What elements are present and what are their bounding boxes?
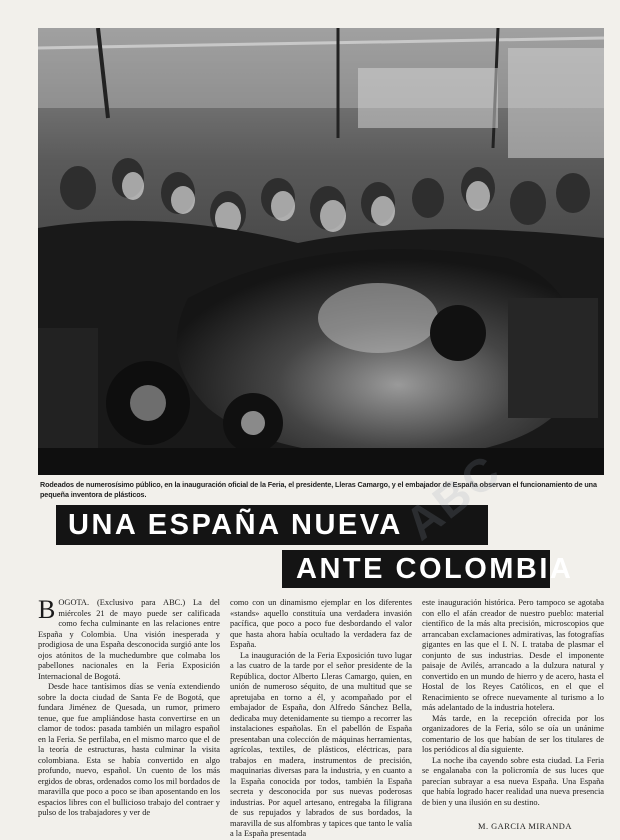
photo-icon: [38, 28, 604, 475]
paragraph: La noche iba cayendo sobre esta ciudad. La Feria se engalanaba con la policromía de sus luces que parecían subrayar a esa nueva España. Una España que había logrado hacer realidad una nueva presencia de bien y una ilusión en su destino.: [422, 755, 604, 807]
article-column-2: [230, 598, 412, 840]
article-column-1: [38, 595, 220, 819]
paragraph: La inauguración de la Feria Exposición tuvo lugar a las cuatro de la tarde por el señor presidente de la República, doctor Alberto Lleras Camargo, quien, en unión de numeroso séquito, de una multitud que se apretujaba en torno a él, y acompañado por el embajador de España, don Alfredo Sánchez Bella, dedicaba muy detenidamente su tiempo a recorrer las instalaciones españolas. En el pabellón de España presentaban una colección de máquinas herramientas, agrícolas, textiles, de plásticos, eléctricas, para trabajos en madera, instrumentos de precisión, maquinarias diversas para la industria, y en cuanto a la España conocida por todos, también la España secreta y desconocida por sus nuevas poderosas industrias. Por aquel artesano, entregaba la filigrana de sus repujados y labrados de sus bordados, la maravilla de sus alfombras y tapices que tanto le valía a la España presentada: [230, 650, 412, 838]
drop-cap: B: [38, 595, 56, 624]
paragraph: como con un dinamismo ejemplar en los diferentes «stands» aquello constituía una verdadera invasión pacífica, que poco a poco fue desbordando el valor que hasta ahora había ocultado la verdadera faz de España.: [230, 598, 412, 649]
paragraph: Desde hace tantísimos días se venía extendiendo sobre la docta ciudad de Santa Fe de Bogotá, que fundara Jiménez de Quesada, un rumor, primero tenue, que fue ampliándose hasta convertirse en un clamor de todos: pasada también un milagro español en la Feria. Se perfilaba, en el mismo marco que el de la teoría de estructuras, hasta culminar la visita colombiana. Esta se había convertido en algo profundo, nuevo, español. Un cuento de los más ergidos de obras, ordenados como los mil bordados de maravilla que poco a poco se iban aposentando en los espacios libres con el bullicioso trabajo del contraer y pulso de los trabajadores y ver de: [38, 682, 220, 817]
headline-line-1: UNA ESPAÑA NUEVA: [68, 509, 403, 541]
paragraph: OGOTA. (Exclusivo para ABC.) La del miércoles 21 de mayo puede ser calificada como fecha culminante en las relaciones entre España y Colombia. Una visión inesperada y prodigiosa de una España desconocida surgió ante los ojos atónitos de la muchedumbre que colmaba los pabellones nacionales en la Feria Exposición Internacional de Bogotá.: [38, 598, 220, 681]
abc-watermark: ABC: [395, 443, 511, 551]
paragraph: este inauguración histórica. Pero tampoco se agotaba con ello el afán creador de nuestro pueblo: material científico de la más alta precisión, microscopios que arrancaban exclamaciones admirativas, las fotografías gigantes en las que el I. N. I. trataba de plasmar el conjunto de sus industrias. Desde el imponente paisaje de Avilés, arrancado a la dulzura natural y convertido en un mundo de hierro y de acero, hasta el Hostal de los Reyes Católicos, en el que el Renacimiento se ofrece nuevamente al turismo a lo más adelantado de la industria hotelera.: [422, 598, 604, 712]
article-column-3: [422, 598, 604, 808]
headline-line-2: ANTE COLOMBIA: [296, 553, 574, 585]
photo-caption: Rodeados de numerosísimo público, en la inauguración oficial de la Feria, el presidente, Lleras Camargo, y el embajador de España observan el funcionamiento de una pequeña inventora de plásticos.: [40, 480, 597, 499]
author-signature: M. GARCIA MIRANDA: [478, 822, 572, 831]
paragraph: Más tarde, en la recepción ofrecida por los organizadores de la Feria, sólo se oía un unánime comentario de los que habían de ser los titulares de los periódicos al día siguiente.: [422, 713, 604, 754]
news-photograph: [38, 28, 604, 475]
